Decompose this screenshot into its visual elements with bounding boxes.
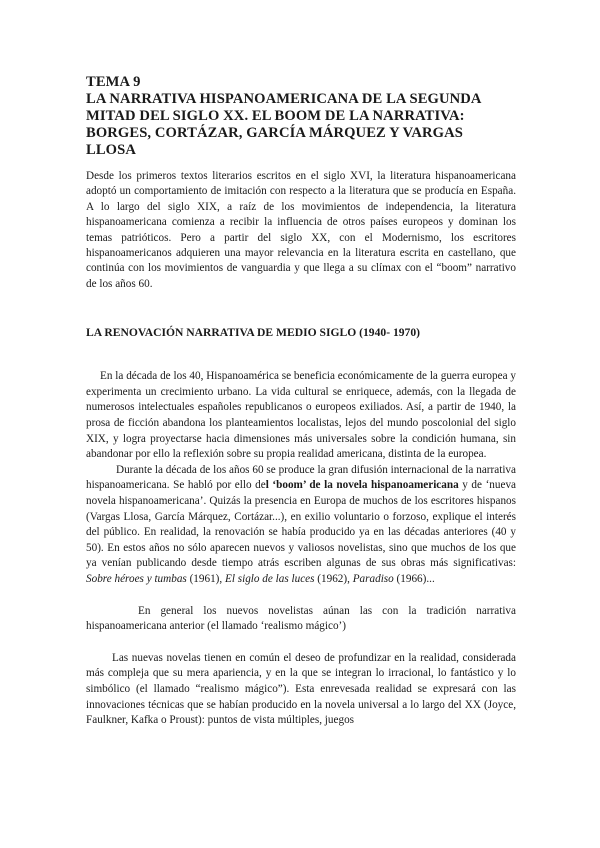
intro-paragraph: Desde los primeros textos literarios escritos en el siglo XVI, la literatura hispanoamericana adoptó un comportamiento de imitación con respecto a la literatura que se producía en España. A lo largo del siglo XIX, a raíz de los movimientos de independencia, la literatura hispanoamericana comienza a recibir la influencia de otros países europeos y dominan los temas patrióticos. Pero a partir del siglo XX, con el Modernismo, los escritores hispanoamericanos adquieren una mayor relevancia en la literatura escrita en castellano, que continúa con los movimientos de vanguardia y que llega a su clímax con el “boom” narrativo de los años 60.	[86, 170, 516, 290]
work-year-2: (1962),	[314, 572, 353, 585]
section-title: LA RENOVACIÓN NARRATIVA DE MEDIO SIGLO (1940- 1970)	[86, 326, 421, 340]
paragraph-3: En general los nuevos novelistas aúnan las con la tradición narrativa hispanoamericana anterior (el llamado ‘realismo mágico’)	[86, 604, 516, 633]
tema-label: TEMA 9	[86, 74, 141, 90]
paragraph-2-part-2: y de ‘nueva novela hispanoamericana’. Quizás la presencia en Europa de muchos de los escritores hispanos (Vargas Llosa, García Márquez, Cortázar...), en exilio voluntario o forzoso, explique el interés del público. En realidad, la renovación se había producido ya en las décadas anteriores (40 y 50). En estos años no sólo aparecen nuevos y valiosos novelistas, sino que muchos de los que ya venían publicando desde tiempo atrás escriben algunas de sus obras más significativas:	[86, 479, 517, 570]
work-year-1: (1961),	[186, 572, 225, 585]
document-page	[86, 74, 516, 729]
work-title-1: Sobre héroes y tumbas	[86, 572, 187, 585]
document-heading	[86, 74, 516, 159]
paragraph-2-part-1: Durante la década de los años 60 se produce la gran difusión internacional de la narrativa hispanoamericana. Se habló por ello de	[86, 463, 516, 492]
title-line-1: LA NARRATIVA HISPANOAMERICANA DE LA SEGUNDA	[86, 91, 482, 107]
paragraph-4: Las nuevas novelas tienen en común el deseo de profundizar en la realidad, considerada más compleja que su mera apariencia, y en la que se integran lo irracional, lo fantástico y lo simbólico (el llamado “realismo mágico”). Esta enrevesada realidad se expresará con las innovaciones técnicas que se habían producido en la novela universal a lo largo del XX (Joyce, Faulkner, Kafka o Proust): puntos de vista múltiples, juegos	[86, 651, 516, 727]
boom-bold-text: l ‘boom’ de la novela hispanoamericana	[265, 479, 459, 492]
work-title-3: Paradiso	[352, 572, 394, 585]
work-year-3: (1966)...	[393, 572, 435, 585]
work-title-2: El siglo de las luces	[225, 572, 315, 585]
paragraph-2	[86, 463, 516, 588]
title-line-2: MITAD DEL SIGLO XX. EL BOOM DE LA NARRATIVA:	[86, 108, 465, 124]
title-line-3: BORGES, CORTÁZAR, GARCÍA MÁRQUEZ Y VARGAS LLOSA	[86, 125, 463, 158]
paragraph-1: En la década de los 40, Hispanoamérica se beneficia económicamente de la guerra europea y experimenta un crecimiento urbano. La vida cultural se enriquece, además, con la llegada de numerosos intelectuales españoles republicanos o europeos exiliados. Así, a partir de 1940, la prosa de ficción abandona los planteamientos localistas, lejos del mundo poscolonial del siglo XIX, y logra proyectarse hacia dimensiones más universales sobre la condición humana, sin abandonar por ello la reflexión sobre su propia realidad americana, distinta de la europea.	[86, 370, 516, 461]
